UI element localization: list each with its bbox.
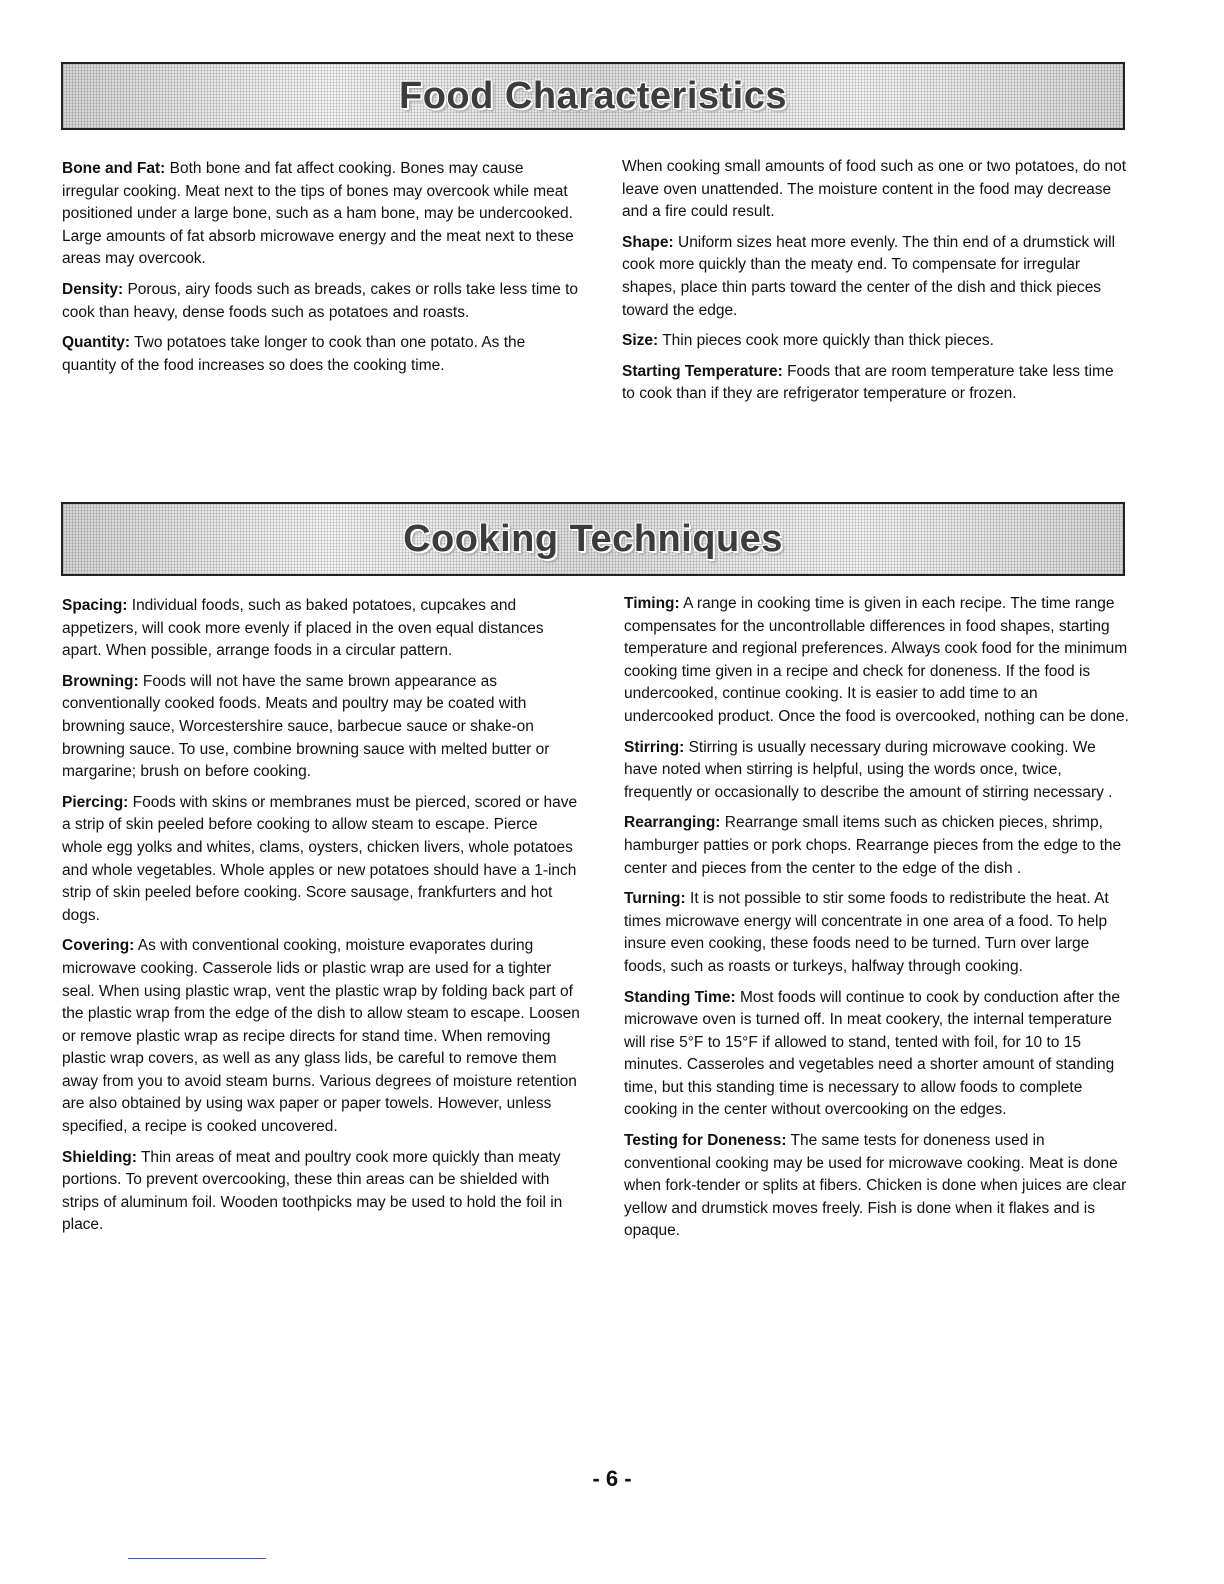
term: Browning: xyxy=(62,672,139,690)
cooking-techniques-banner xyxy=(61,502,1125,576)
term: Piercing: xyxy=(62,793,129,811)
paragraph: Shape: Uniform sizes heat more evenly. The thin end of a drumstick will cook more quickly than the meaty end. To compensate for irregular shapes, place thin parts toward the center of the dish and thick pieces toward the edge. xyxy=(622,233,1116,319)
paragraph: Piercing: Foods with skins or membranes must be pierced, scored or have a strip of skin peeled before cooking to allow steam to escape. Pierce whole egg yolks and whites, clams, oysters, chicken livers, whole potatoes and whole vegetables. Whole apples or new potatoes should have a 1-inch strip of skin peeled before cooking. Score sausage, frankfurters and hot dogs. xyxy=(62,793,578,924)
paragraph: Testing for Doneness: The same tests for doneness used in conventional cooking may be used for microwave cooking. Meat is done when fork-tender or splits at fibers. Chicken is done when juices are clear yellow and drumstick moves freely. Fish is done when it flakes and is opaque. xyxy=(624,1132,1127,1240)
paragraph: Stirring: Stirring is usually necessary during microwave cooking. We have noted when stirring is helpful, using the words once, twice, frequently or occasionally to describe the amount of stirring necessary . xyxy=(624,738,1113,801)
food-characteristics-banner xyxy=(61,62,1125,130)
term: Stirring: xyxy=(624,738,685,756)
term: Timing: xyxy=(624,595,680,612)
paragraph: Starting Temperature: Foods that are room temperature take less time to cook than if they are refrigerator temperature or frozen. xyxy=(622,362,1114,403)
food-left-column xyxy=(62,158,582,385)
paragraph: Quantity: Two potatoes take longer to cook than one potato. As the quantity of the food increases so does the cooking time. xyxy=(62,334,526,374)
paragraph: Timing: A range in cooking time is given in each recipe. The time range compensates for the uncontrollable differences in food shapes, starting temperature and regional preferences. Always cook food for the minimum cooking time given in a recipe and check for doneness. If the food is undercooked, continue cooking. It is easier to add time to an undercooked product. Once the food is overcooked, nothing can be done. xyxy=(624,595,1129,725)
paragraph: Shielding: Thin areas of meat and poultry cook more quickly than meaty portions. To prevent overcooking, these thin areas can be shielded with strips of aluminum foil. Wooden toothpicks may be used to hold the foil in place. xyxy=(62,1148,563,1234)
term: Standing Time: xyxy=(624,988,736,1006)
food-right-column xyxy=(622,156,1127,414)
section-title: Cooking Techniques xyxy=(403,517,783,560)
cooking-left-column xyxy=(62,595,582,1245)
paragraph: Spacing: Individual foods, such as baked potatoes, cupcakes and appetizers, will cook more evenly if placed in the oven equal distances apart. When possible, arrange foods in a circular pattern. xyxy=(62,597,544,660)
term: Density: xyxy=(62,280,124,298)
paragraph: Density: Porous, airy foods such as breads, cakes or rolls take less time to cook than heavy, dense foods such as potatoes and roasts. xyxy=(62,280,579,321)
term: Bone and Fat: xyxy=(62,160,166,177)
paragraph: Browning: Foods will not have the same brown appearance as conventionally cooked foods. Meats and poultry may be coated with browning sauce, Worcestershire sauce, barbecue sauce or shake-on browning sauce. To use, combine browning sauce with melted butter or margarine; brush on before cooking. xyxy=(62,672,550,781)
paragraph: Covering: As with conventional cooking, moisture evaporates during microwave cooking. Casserole lids or plastic wrap are used for a tighter seal. When using plastic wrap, vent the plastic wrap by folding back part of the plastic wrap from the edge of the dish to allow steam to escape. Loosen or remove plastic wrap as recipe directs for stand time. When removing plastic wrap covers, as well as any glass lids, be careful to remove them away from you to avoid steam burns. Various degrees of moisture retention are also obtained by using wax paper or paper towels. However, unless specified, a recipe is cooked uncovered. xyxy=(62,937,580,1136)
paragraph: Size: Thin pieces cook more quickly than thick pieces. xyxy=(622,332,994,350)
cooking-right-column xyxy=(624,593,1129,1251)
paragraph: When cooking small amounts of food such as one or two potatoes, do not leave oven unattended. The moisture content in the food may decrease and a fire could result. xyxy=(622,158,1127,221)
term: Quantity: xyxy=(62,334,131,352)
term: Spacing: xyxy=(62,597,128,614)
term: Shielding: xyxy=(62,1148,137,1166)
paragraph: Rearranging: Rearrange small items such as chicken pieces, shrimp, hamburger patties or pork chops. Rearrange pieces from the edge to the center and pieces from the center to the edge of the dish . xyxy=(624,814,1122,877)
page-number: - 6 - xyxy=(592,1466,632,1491)
term: Size: xyxy=(622,332,659,350)
paragraph: Bone and Fat: Both bone and fat affect cooking. Bones may cause irregular cooking. Meat next to the tips of bones may overcook while meat positioned under a large bone, such as a ham bone, may be undercooked. Large amounts of fat absorb microwave energy and the meat next to these areas may overcook. xyxy=(62,160,574,268)
term: Starting Temperature: xyxy=(622,362,783,380)
footer-rule xyxy=(128,1558,266,1559)
term: Turning: xyxy=(624,890,686,908)
term: Testing for Doneness: xyxy=(624,1132,787,1150)
term: Shape: xyxy=(622,233,674,251)
paragraph: Turning: It is not possible to stir some foods to redistribute the heat. At times microwave energy will concentrate in one area of a food. To help insure even cooking, these foods need to be turned. Turn over large foods, such as roasts or turkeys, halfway through cooking. xyxy=(624,890,1109,975)
term: Covering: xyxy=(62,937,135,955)
section-title: Food Characteristics xyxy=(399,74,787,117)
term: Rearranging: xyxy=(624,814,721,832)
paragraph: Standing Time: Most foods will continue to cook by conduction after the microwave oven is turned off. In meat cookery, the internal temperature will rise 5°F to 15°F if allowed to stand, tented with foil, for 10 to 15 minutes. Casseroles and vegetables need a shorter amount of standing time, but this standing time is necessary to allow foods to complete cooking in the center without overcooking on the edges. xyxy=(624,988,1120,1119)
